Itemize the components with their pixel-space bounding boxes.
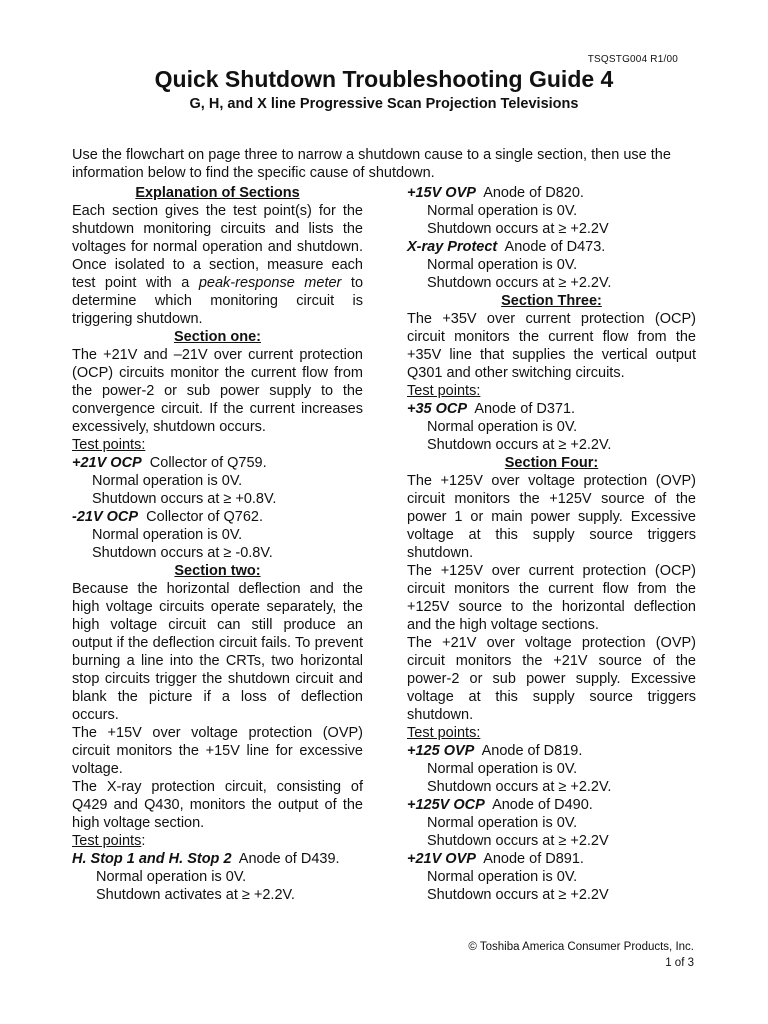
test-point-item: [407, 184, 696, 202]
normal-operation-text: Normal operation is 0V.: [427, 203, 578, 219]
test-points-label: Test points:: [407, 725, 481, 741]
shutdown-threshold-text: Shutdown occurs at ≥ +2.2V.: [427, 779, 612, 795]
test-point-name: X-ray Protect: [407, 239, 498, 255]
test-point-item: [407, 400, 696, 418]
normal-operation-text: Normal operation is 0V.: [96, 869, 247, 885]
test-point-name: -21V OCP: [72, 509, 139, 525]
test-point-item: [407, 238, 696, 256]
copyright-notice: © Toshiba America Consumer Products, Inc.: [468, 941, 694, 953]
right-column: [407, 184, 696, 904]
section-one-heading: Section one:: [173, 329, 261, 345]
section-three-heading: Section Three:: [501, 293, 602, 309]
document-code: TSQSTG004 R1/00: [587, 54, 678, 65]
section-four-text: The +125V over voltage protection (OVP) circuit monitors the +125V source of the power 1 or main power supply. Excessive voltage at this supply source triggers shutdown.: [407, 473, 696, 561]
test-point-item: [407, 796, 696, 814]
section-four-text: The +21V over voltage protection (OVP) circuit monitors the +21V source of the power-2 or sub power supply. Excessive voltage at this supply source triggers shutdown.: [407, 635, 696, 723]
test-point-item: [407, 850, 696, 868]
test-point-name: +21V OCP: [72, 455, 142, 471]
test-point-location: Collector of Q759.: [149, 455, 267, 471]
test-points-label: [72, 832, 363, 850]
shutdown-threshold-text: Shutdown occurs at ≥ -0.8V.: [92, 545, 273, 561]
test-point-item: [407, 742, 696, 760]
normal-operation-text: Normal operation is 0V.: [92, 527, 243, 543]
shutdown-threshold-text: Shutdown occurs at ≥ +2.2V.: [427, 437, 612, 453]
section-three-text: The +35V over current protection (OCP) circuit monitors the current flow from the +35V line that supplies the vertical output Q301 and other switching circuits.: [407, 311, 696, 381]
page-footer: [468, 939, 694, 971]
section-two-text: Because the horizontal deflection and the high voltage circuits operate separately, the high voltage circuit can still produce an output if the deflection circuit fails. To prevent burning a line into the CRTs, two horizontal stop circuits trigger the shutdown circuit and blank the picture if a loss of deflection occurs.: [72, 581, 363, 723]
explanation-heading: Explanation of Sections: [135, 185, 300, 201]
section-two-text: The X-ray protection circuit, consisting of Q429 and Q430, monitors the output of the high voltage section.: [72, 779, 363, 831]
page-number: 1 of 3: [665, 957, 694, 969]
page-subtitle: G, H, and X line Progressive Scan Projection Televisions: [189, 96, 579, 112]
explanation-emphasis: peak-response meter: [198, 275, 342, 291]
test-point-location: Anode of D490.: [492, 797, 593, 813]
section-one-text: The +21V and –21V over current protection (OCP) circuits monitor the current flow from the power-2 or sub power supply to the convergence circuit. If the current increases excessively, shutdown occurs.: [72, 347, 363, 435]
test-points-colon: :: [141, 833, 146, 849]
shutdown-threshold-text: Shutdown activates at ≥ +2.2V.: [96, 887, 295, 903]
normal-operation-text: Normal operation is 0V.: [427, 815, 578, 831]
test-point-location: Anode of D473.: [504, 239, 606, 255]
test-points-label: Test points:: [72, 437, 146, 453]
section-two-heading: Section two:: [174, 563, 261, 579]
test-point-item: [72, 454, 363, 472]
shutdown-threshold-text: Shutdown occurs at ≥ +0.8V.: [92, 491, 277, 507]
intro-paragraph: Use the flowchart on page three to narrow a shutdown cause to a single section, then use the information below to find the specific cause of shutdown.: [72, 146, 671, 181]
test-point-name: +35 OCP: [407, 401, 468, 417]
normal-operation-text: Normal operation is 0V.: [427, 869, 578, 885]
test-point-location: Anode of D891.: [483, 851, 584, 867]
test-point-location: Anode of D439.: [238, 851, 340, 867]
shutdown-threshold-text: Shutdown occurs at ≥ +2.2V: [427, 221, 609, 237]
test-point-name: +125 OVP: [407, 743, 475, 759]
section-four-text: The +125V over current protection (OCP) circuit monitors the current flow from the +125V source to the horizontal deflection and the high voltage sections.: [407, 563, 696, 633]
normal-operation-text: Normal operation is 0V.: [427, 761, 578, 777]
test-point-name: H. Stop 1 and H. Stop 2: [72, 851, 232, 867]
test-point-item: [72, 850, 363, 868]
left-column: [72, 184, 363, 904]
test-point-item: [72, 508, 363, 526]
test-point-location: Anode of D820.: [483, 185, 584, 201]
page-title: Quick Shutdown Troubleshooting Guide 4: [154, 66, 614, 92]
test-point-name: +21V OVP: [407, 851, 476, 867]
shutdown-threshold-text: Shutdown occurs at ≥ +2.2V: [427, 887, 609, 903]
test-point-location: Collector of Q762.: [146, 509, 264, 525]
explanation-text-b: to determine which monitoring circuit is triggering shutdown.: [72, 275, 364, 327]
normal-operation-text: Normal operation is 0V.: [427, 419, 578, 435]
test-point-name: +15V OVP: [407, 185, 476, 201]
test-points-label: Test points:: [407, 383, 481, 399]
test-point-name: +125V OCP: [407, 797, 485, 813]
test-point-location: Anode of D819.: [481, 743, 583, 759]
section-four-heading: Section Four:: [504, 455, 599, 471]
shutdown-threshold-text: Shutdown occurs at ≥ +2.2V.: [427, 275, 612, 291]
section-two-text: The +15V over voltage protection (OVP) circuit monitors the +15V line for excessive voltage.: [72, 725, 363, 777]
normal-operation-text: Normal operation is 0V.: [427, 257, 578, 273]
test-points-label-text: Test points: [72, 833, 142, 849]
explanation-paragraph: [72, 202, 363, 328]
normal-operation-text: Normal operation is 0V.: [92, 473, 243, 489]
shutdown-threshold-text: Shutdown occurs at ≥ +2.2V: [427, 833, 609, 849]
test-point-location: Anode of D371.: [474, 401, 576, 417]
explanation-text-a: Each section gives the test point(s) for the shutdown monitoring circuits and lists the voltages for normal operation and shutdown. Once isolated to a section, measure each test point with a: [72, 203, 363, 291]
